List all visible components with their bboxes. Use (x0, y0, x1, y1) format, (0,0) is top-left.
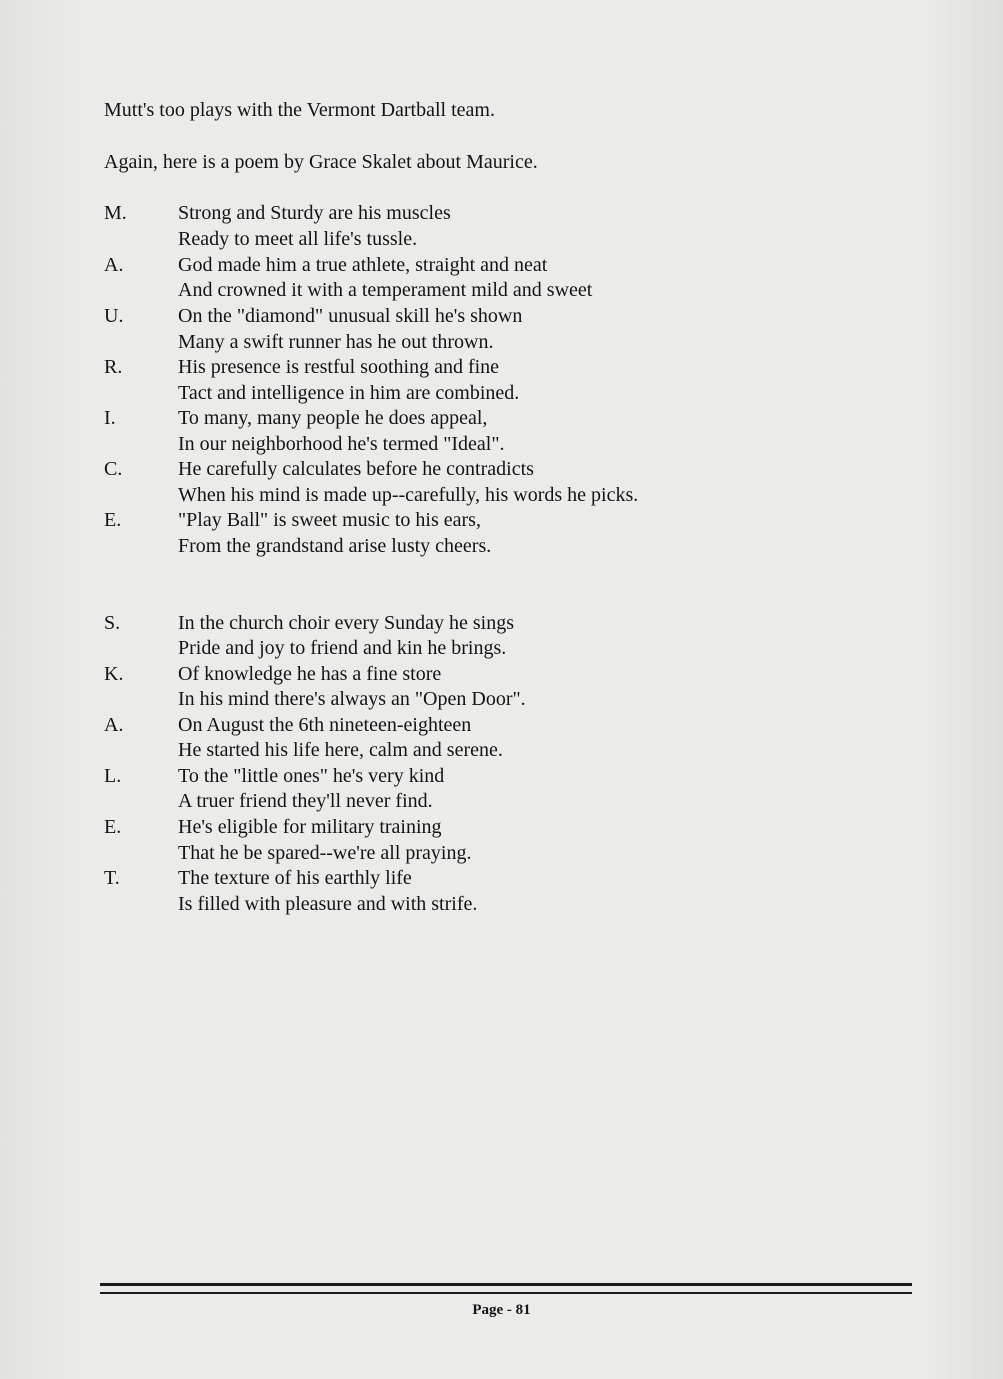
poem-line: Many a swift runner has he out thrown. (178, 331, 494, 353)
poem-line: From the grandstand arise lusty cheers. (178, 535, 492, 557)
poem-letter: S. (104, 612, 121, 634)
poem-letter: A. (104, 254, 124, 276)
poem-line: That he be spared--we're all praying. (178, 842, 472, 864)
poem-letter: A. (104, 714, 124, 736)
poem-line: Strong and Sturdy are his muscles (178, 202, 451, 224)
poem-line: The texture of his earthly life (178, 867, 412, 889)
poem-line: When his mind is made up--carefully, his words he picks. (178, 484, 639, 506)
poem-line: A truer friend they'll never find. (178, 790, 433, 812)
poem-line: Ready to meet all life's tussle. (178, 228, 418, 250)
intro-line-poem: Again, here is a poem by Grace Skalet about Maurice. (104, 151, 538, 173)
poem-line: And crowned it with a temperament mild and sweet (178, 279, 593, 301)
poem-line: "Play Ball" is sweet music to his ears, (178, 509, 481, 531)
poem-line: God made him a true athlete, straight and neat (178, 254, 548, 276)
poem-line: Tact and intelligence in him are combined. (178, 382, 520, 404)
poem-letter: E. (104, 816, 122, 838)
page-number: Page - 81 (472, 1302, 531, 1318)
intro-line-dartball: Mutt's too plays with the Vermont Dartball team. (104, 99, 495, 121)
poem-letter: R. (104, 356, 123, 378)
poem-letter: I. (104, 407, 116, 429)
poem-line: Is filled with pleasure and with strife. (178, 893, 478, 915)
poem-letter: E. (104, 509, 122, 531)
poem-line: On the "diamond" unusual skill he's shown (178, 305, 523, 327)
poem-line: Of knowledge he has a fine store (178, 663, 442, 685)
poem-line: His presence is restful soothing and fine (178, 356, 500, 378)
poem-line: In the church choir every Sunday he sings (178, 612, 515, 634)
poem-line: To many, many people he does appeal, (178, 407, 488, 429)
poem-line: On August the 6th nineteen-eighteen (178, 714, 472, 736)
poem-line: He carefully calculates before he contradicts (178, 458, 534, 480)
footer-rule-thin (100, 1292, 912, 1294)
poem-line: He's eligible for military training (178, 816, 442, 838)
poem-line: In our neighborhood he's termed "Ideal". (178, 433, 505, 455)
poem-line: In his mind there's always an "Open Door". (178, 688, 526, 710)
poem-letter: L. (104, 765, 122, 787)
poem-letter: K. (104, 663, 124, 685)
poem-line: He started his life here, calm and serene. (178, 739, 503, 761)
poem-line: Pride and joy to friend and kin he brings. (178, 637, 507, 659)
poem-letter: U. (104, 305, 124, 327)
poem-letter: M. (104, 202, 127, 224)
poem-letter: T. (104, 867, 120, 889)
poem-letter: C. (104, 458, 123, 480)
poem-line: To the "little ones" he's very kind (178, 765, 445, 787)
footer-rule-thick (100, 1283, 912, 1286)
